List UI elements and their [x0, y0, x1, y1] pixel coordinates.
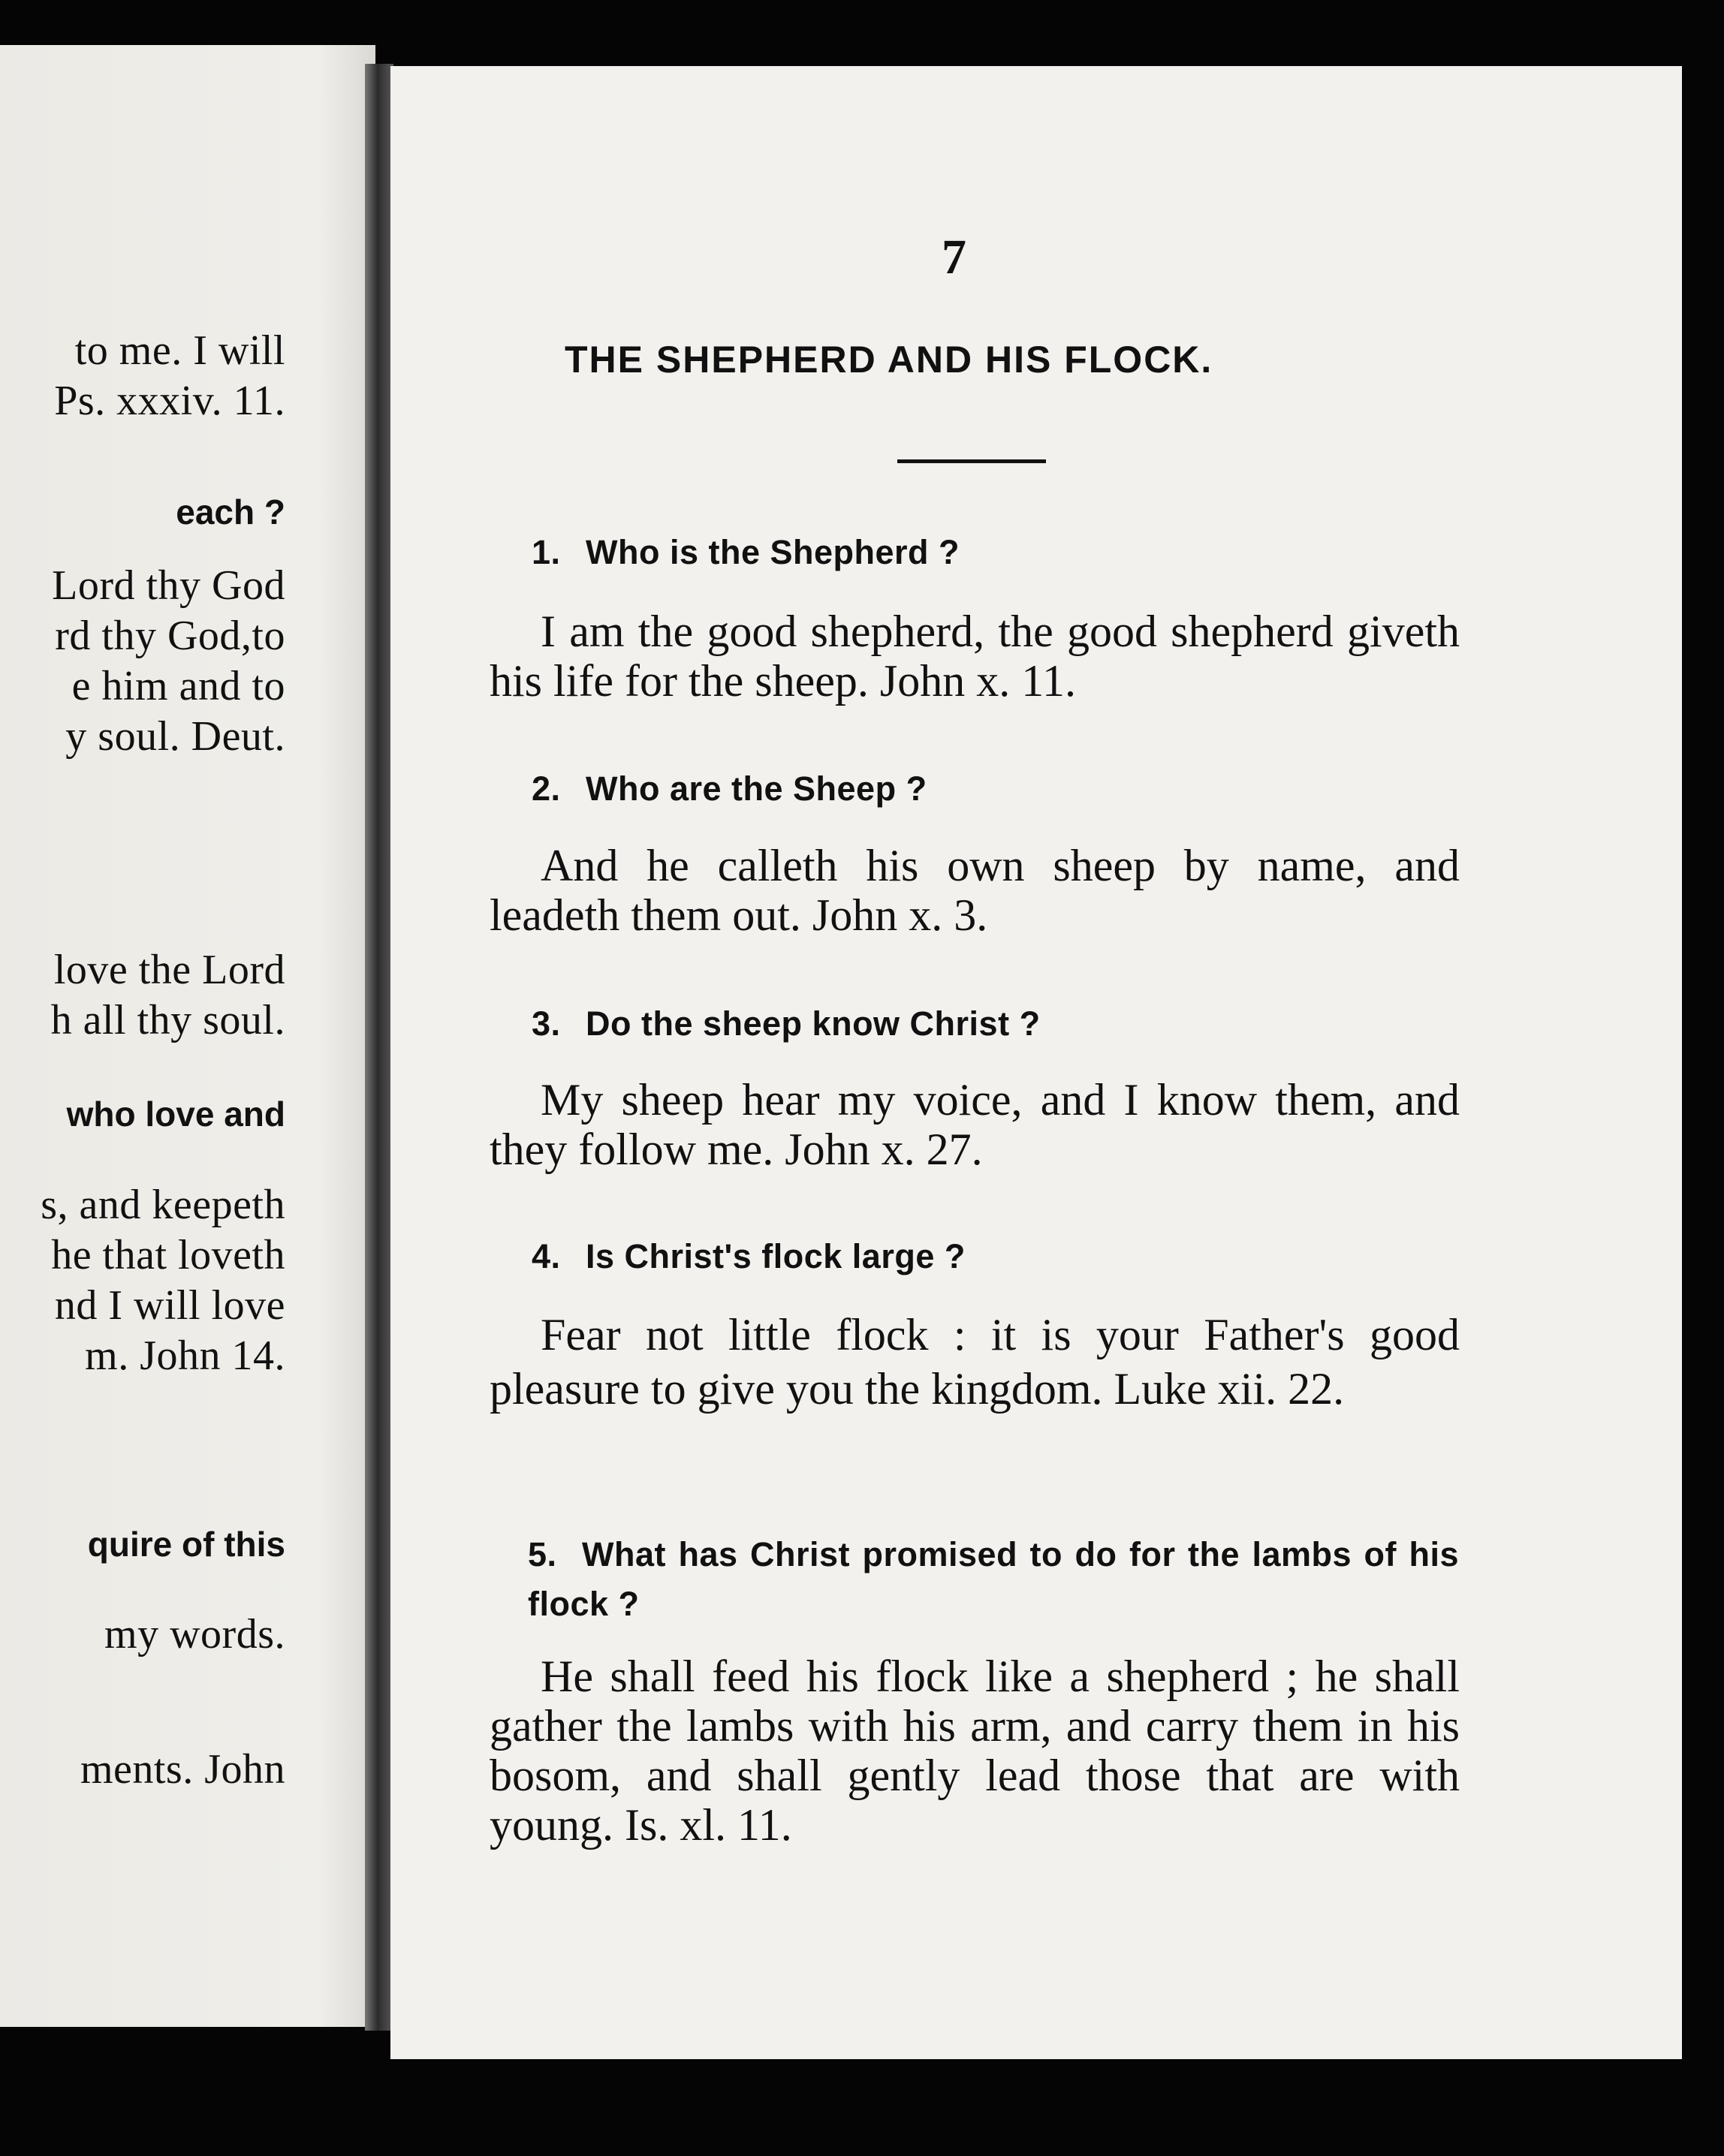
answer-4: [490, 1308, 1460, 1416]
left-line: nd I will love: [54, 1282, 285, 1329]
answer-text: I am the good shepherd, the good shepherd giveth his life for the sheep. John x. 11.: [490, 607, 1460, 706]
left-line: rd thy God,to: [55, 613, 285, 659]
question-text: What has Christ promised to do for the lambs of his flock ?: [528, 1535, 1459, 1623]
left-question-line: each ?: [176, 492, 285, 531]
left-question-line: who love and: [66, 1095, 285, 1134]
left-line: ments. John: [80, 1746, 285, 1793]
question-number: 3.: [532, 1004, 561, 1043]
answer-3: [490, 1075, 1460, 1174]
left-page: [0, 45, 375, 2027]
answer-text: Fear not little flock : it is your Father's good pleasure to give you the kingdom. Luke xii. 22.: [490, 1310, 1460, 1414]
question-number: 2.: [532, 769, 561, 808]
question-text: Who are the Sheep ?: [586, 769, 927, 808]
page-number: 7: [942, 230, 966, 285]
left-question-line: quire of this: [87, 1525, 285, 1564]
left-page-text: [0, 45, 285, 2027]
answer-2: [490, 841, 1460, 940]
left-line: Ps. xxxiv. 11.: [54, 378, 285, 424]
question-text: Is Christ's flock large ?: [586, 1237, 966, 1275]
answer-text: And he calleth his own sheep by name, and leadeth them out. John x. 3.: [490, 841, 1460, 940]
left-line: my words.: [104, 1611, 285, 1658]
question-2: [532, 769, 927, 808]
question-number: 5.: [528, 1535, 557, 1573]
left-line: m. John 14.: [85, 1332, 285, 1379]
left-line: y soul. Deut.: [65, 713, 285, 760]
left-line: h all thy soul.: [50, 997, 285, 1043]
question-4: [532, 1237, 966, 1276]
section-title: THE SHEPHERD AND HIS FLOCK.: [565, 339, 1213, 381]
left-line: e him and to: [71, 663, 285, 709]
left-line: he that loveth: [51, 1232, 285, 1278]
left-line: Lord thy God: [52, 562, 285, 609]
answer-text: He shall feed his flock like a shepherd ; he shall gather the lambs with his arm, and carry them in his bosom, and shall gently lead those that are with young. Is. xl. 11.: [490, 1652, 1460, 1850]
left-line: love the Lord: [53, 947, 285, 993]
title-rule: [897, 459, 1046, 463]
question-text: Who is the Shepherd ?: [586, 533, 960, 571]
question-text: Do the sheep know Christ ?: [586, 1004, 1041, 1043]
book-spine: [365, 64, 393, 2031]
left-line: s, and keepeth: [41, 1182, 285, 1228]
question-number: 1.: [532, 533, 561, 571]
question-1: [532, 533, 960, 572]
answer-text: My sheep hear my voice, and I know them, and they follow me. John x. 27.: [490, 1075, 1460, 1174]
answer-1: [490, 607, 1460, 706]
question-3: [532, 1004, 1041, 1043]
question-number: 4.: [532, 1237, 561, 1275]
question-5: [528, 1530, 1459, 1629]
answer-5: [490, 1652, 1460, 1850]
left-line: to me. I will: [74, 327, 285, 374]
